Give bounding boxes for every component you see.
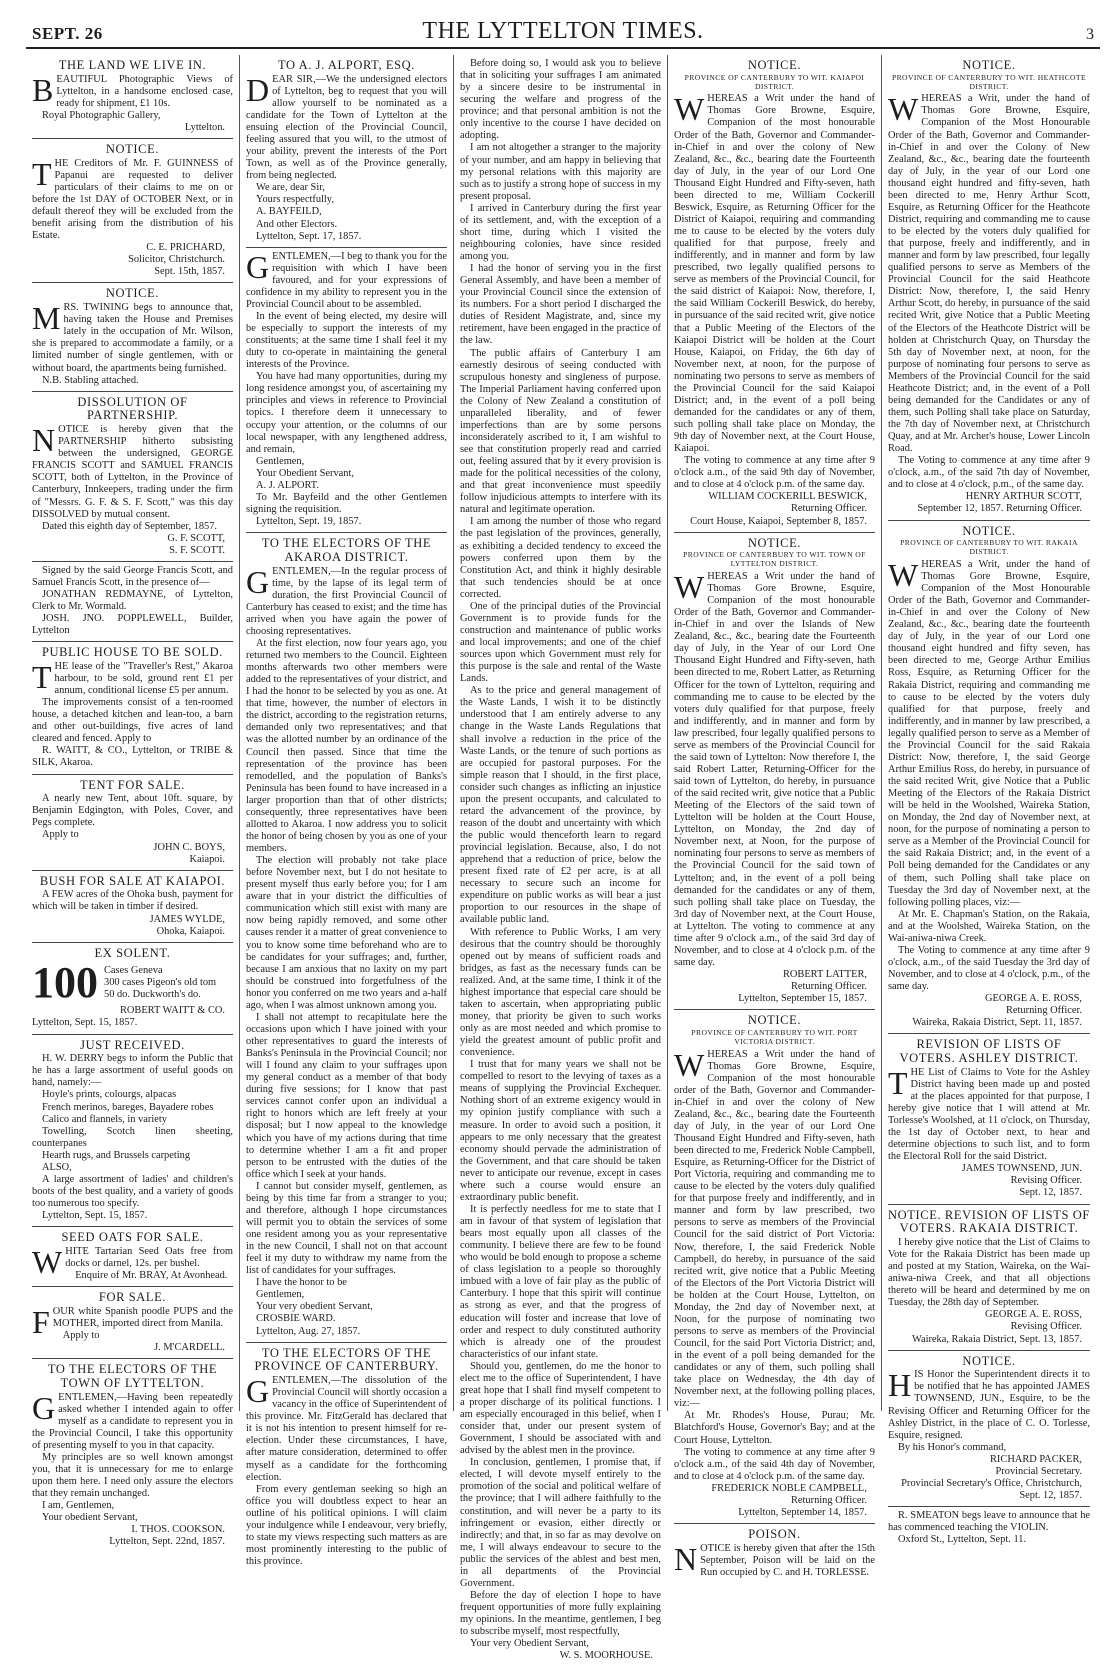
ad-heading: TO A. J. ALPORT, ESQ. <box>277 58 416 72</box>
advertisement <box>674 55 875 533</box>
ad-signature: Ohoka, Kaiapoi. <box>156 925 225 937</box>
column-5 <box>882 55 1096 1546</box>
issue-date: SEPT. 26 <box>32 24 103 43</box>
ad-signature: Provincial Secretary. <box>995 1465 1082 1477</box>
ad-signature: Lyttelton, September 14, 1857. <box>738 1506 867 1518</box>
ad-heading: NOTICE. <box>962 1353 1016 1368</box>
ad-paragraph: You have had many opportunities, during my long residence amongst you, of ascertaining my principles and views in reference to Provincial topics. I therefore deem it unnecessary to occupy your attention, or the columns of our local newspaper, with any lengthened address, and remain, <box>246 371 447 455</box>
ad-subheading: PROVINCE OF CANTERBURY TO WIT. HEATHCOTE DISTRICT. <box>891 72 1087 91</box>
ad-subheading: PROVINCE OF CANTERBURY TO WIT. KAIAPOI DISTRICT. <box>684 72 865 91</box>
ad-paragraph: The public affairs of Canterbury I am earnestly desirous of seeing conducted with scrupulous honesty and singleness of purpose. The Imperial Parliament having conferred upon the Colony of New Zealand a constitution of unparalleled liberality, and of fewer imperfections than are by some persons inconsiderately ascribed to it, I am wishful to see that constitution properly read and carried out, feeling assured that by it every provision is made for the political necessities of the colony, and that great inconvenience must speedily follow injudicious attempts to interfere with its natural and legitimate operation. <box>460 347 661 516</box>
ad-signature: Returning Officer. <box>1006 1005 1082 1017</box>
ad-paragraph: I trust that for many years we shall not be compelled to resort to the levying of taxes as a means of supplying the Provincial Exchequer. Nothing short of an extreme exigency would in my opinion justify compliance with such a measure. In order to avoid such a position, it appears to me only necessary that the greatest economy should pervade the administration of the Government, and that care should be taken never to anticipate our revenue, except in cases where such a course would ensure an extraordinary public benefit. <box>460 1059 661 1203</box>
ad-paragraph: In conclusion, gentlemen, I promise that, if elected, I will devote myself entirely to the promotion of the social and political welfare of the province; that I will adhere faithfully to the constitution, and will never be a party to its infringement or evasion, either directly or indirectly; and that, in so far as may devolve on me, I will always endeavour to secure to the public the services of the ablest and best men, in all departments of the Provincial Government. <box>460 1457 661 1589</box>
ad-paragraph: Gentlemen, <box>256 1289 305 1301</box>
advertisement <box>32 1287 233 1359</box>
advertisement <box>32 562 233 642</box>
advertisement <box>32 775 233 871</box>
ad-signature: W. S. MOORHOUSE. <box>559 1650 653 1662</box>
ad-paragraph: Dated this eighth day of September, 1857. <box>42 520 218 532</box>
column-2 <box>240 55 454 1567</box>
ad-paragraph: JONATHAN REDMAYNE, of Lyttelton, Clerk to Mr. Wormald. <box>32 588 233 612</box>
ad-heading: SEED OATS FOR SALE. <box>61 1230 204 1245</box>
advertisement <box>888 55 1090 521</box>
ad-paragraph: Should you, gentlemen, do me the honor to elect me to the office of Superintendent, I have great hope that I shall find myself competent to a proper discharge of its political functions. I am especially encouraged in this belief, when I consider that, under our present system of Government, I should be associated with and advised by the ablest men in the province. <box>460 1360 661 1457</box>
ad-signature: JAMES TOWNSEND, JUN. <box>961 1163 1082 1175</box>
ad-heading: REVISION OF LISTS OF VOTERS. ASHLEY DISTRICT. <box>899 1037 1079 1066</box>
ad-paragraph: Lyttelton, Aug. 27, 1857. <box>256 1325 361 1337</box>
ad-signature: Returning Officer. <box>791 1494 867 1506</box>
ad-heading: NOTICE. <box>962 58 1016 72</box>
ad-paragraph: I cannot but consider myself, gentlemen, as being by this time far from a stranger to you; and therefore, although I hope circumstances will permit you to obtain the services of some one resident among you as your representative in the new Council, I shall not on that account feel it my duty to withdraw my name from the list of candidates for your suffrages. <box>246 1180 447 1277</box>
advertisement <box>888 1034 1090 1204</box>
advertisement <box>32 871 233 943</box>
ad-paragraph: Apply to <box>62 1329 100 1341</box>
advertisement <box>32 642 233 774</box>
ad-paragraph: Calico and flannels, in variety <box>42 1113 167 1125</box>
advertisement <box>246 55 447 248</box>
ad-paragraph: WHEREAS a Writ under the hand of Thomas Gore Browne, Esquire, Companion of the most honourable order of the Bath, Governor and Commander-in-Chief in and over the colony of New Zealand, &c., &c., bearing date the Fourteenth day of July, in the year of our Lord One Thousand Eight Hundred and Fifty-seven, hath been directed to me, Frederick Noble Campbell, Esquire, as Returning-Officer for the District of Port Victoria, requiring and commanding me to cause to be elected by the voters duly qualified for that purpose freely and indifferently, and in manner and form by law prescribed, two persons to serve as members of the Provincial Council for the said district of Port Victoria: Now, therefore, I, the said Frederick Noble Campbell, do hereby, in pursuance of the said recited writ, give notice that a Public Meeting of the Electors of the Port Victoria District will be holden at the Court House, Lyttelton, on Monday, the 2nd day of November next, at Noon, for the purpose of nominating two persons to serve as members of the Provincial Council, for the said Port Victoria District; and, in the event of a poll being demanded for the candidates or any of them, such polling shall take place on Wednesday, the 4th day of November next, at the following polling places, viz:— <box>674 1046 875 1410</box>
ad-paragraph: The voting to commence at any time after 9 o'clock a.m., of the said 9th day of November, and to close at 4 o'clock p.m. of the same day. <box>674 455 875 491</box>
ad-paragraph: A nearly new Tent, about 10ft. square, by Benjamin Edgington, with Poles, Cover, and Pegs complete. <box>32 793 233 829</box>
ad-paragraph: WHEREAS a Writ under the hand of Thomas Gore Browne, Esquire, Companion of the most honourable Order of the Bath, Governor and Commander-in-Chief in and over the Islands of New Zealand, &c., &c., bearing date the Fourteenth day of July, in the Year of our Lord One Thousand Eight Hundred and Fifty-seven, hath been directed to me, Robert Latter, as Returning Officer for the town of Lyttelton, requiring and commanding me to cause to be elected by the voters duly qualified for that purpose, freely and indifferently, and in manner and form by law prescribed, four legally qualified persons to serve as members of the Provincial Council for the said town of Lyttelton: Now therefore I, the said Robert Latter, Returning-Officer for the said town of Lyttelton, do hereby, in pursuance of the said recited writ, give notice that a Public Meeting of the Electors of the said town of Lyttelton will be holden at the Court House, Lyttelton, on Monday, the 2nd day of November next, at Noon, for the purpose of nominating four persons to serve as members of the Provincial Council for the said town of Lyttelton; and, in the event of a poll being demanded for the candidates or any of them, such polling shall take place on Tuesday, the 3rd day of November next, at the Court House, at Lyttelton. The voting to commence at any time after 9 o'clock a.m., of the said 3rd day of November, and to close at 4 o'clock p.m. of the same day. <box>674 568 875 968</box>
ad-paragraph: Before the day of election I hope to have frequent opportunities of more fully explaining my opinions. In the meantime, gentlemen, I beg to subscribe myself, most respectfully, <box>460 1589 661 1638</box>
ad-paragraph: The Voting to commence at any time after 9 o'clock, a.m., of the said 7th day of November, and to close at 4 o'clock, p.m., of the same day. <box>888 455 1090 491</box>
ad-paragraph: The voting to commence at any time after 9 o'clock a.m., of the said 4th day of November, and to close at 4 o'clock p.m. of the same day. <box>674 1446 875 1482</box>
ad-paragraph: Your very obedient Servant, <box>256 1301 373 1313</box>
advertisement <box>32 139 233 283</box>
advertisement <box>460 55 661 1666</box>
ad-subheading: PROVINCE OF CANTERBURY TO WIT. RAKAIA DISTRICT. <box>900 538 1078 557</box>
ad-paragraph: R. SMEATON begs leave to announce that he has commenced teaching the VIOLIN. <box>888 1510 1090 1534</box>
advertisement <box>674 1010 875 1524</box>
advertisement <box>32 943 233 1035</box>
ad-paragraph: Lyttelton, Sept. 15, 1857. <box>32 1017 138 1029</box>
advertisement <box>246 533 447 1343</box>
ad-heading: DISSOLUTION OF PARTNERSHIP. <box>77 394 188 423</box>
ad-paragraph: GENTLEMEN,—I beg to thank you for the requisition with which I have been favoured, and for your expressions of confidence in my ability to represent you in the Provincial Council about to be assembled. <box>246 248 447 310</box>
ad-signature: JAMES WYLDE, <box>149 913 225 925</box>
ad-paragraph: The election will probably not take place before November next, but I do not hesitate to present myself thus early before you; for I am aware that in your district the difficulties of communication which still exist with many are now being rapidly removed, and some other causes render it a matter of great convenience to you to know some time beforehand who are to be candidates for your suffrages; and, further, because I am anxious that no laxity on my part should be construed into forgetfulness of the honor you conferred on me two years and a-half ago, when I was almost unknown among you. <box>246 855 447 1011</box>
advertisement <box>32 1359 233 1552</box>
advertisement <box>888 1205 1090 1351</box>
ad-paragraph: Your very Obedient Servant, <box>470 1638 589 1650</box>
ad-paragraph: Yours respectfully, <box>256 194 334 206</box>
ad-paragraph: THE Creditors of Mr. F. GUINNESS of Papanui are requested to deliver particulars of their claims to me on or before the 1st DAY of OCTOBER Next, or in default thereof they will be excluded from the benefit arising from the distribution of his Estate. <box>32 155 233 242</box>
ad-subheading: PROVINCE OF CANTERBURY TO WIT. TOWN OF LYTTELTON DISTRICT. <box>683 550 866 569</box>
column-3 <box>454 55 668 1662</box>
ad-signature: Revising Officer. <box>1010 1321 1082 1333</box>
page-number: 3 <box>1086 26 1094 43</box>
ad-paragraph: Hoyle's prints, colourgs, alpacas <box>42 1089 177 1101</box>
ad-paragraph: Lyttelton, Sept. 15, 1857. <box>42 1210 148 1222</box>
ad-heading: NOTICE. <box>962 523 1016 538</box>
ad-paragraph: HIS Honor the Superintendent directs it to be notified that he has appointed JAMES TOWNSEND, JUN., Esquire, to be the Revising Officer and Returning Officer for the Ashley District, in the place of C. O. Torlesse, Esquire, resigned. <box>888 1367 1090 1441</box>
ad-signature: Provincial Secretary's Office, Christchurch, Sept. 12, 1857. <box>901 1477 1082 1501</box>
ad-heading: NOTICE. <box>747 1013 802 1028</box>
ad-paragraph: It is perfectly needless for me to state that I am in favour of that system of legislation that bears most equally upon all classes of the community. I believe there are few to be found who would be bold enough to propose a scheme of class legislation to a people so thoroughly imbued with a love of fair play as the public of Canterbury. I hope that this spirit will continue as strong as ever, and that the progress of education will foster and increase that love of order and respect to duly constituted authority which is already one of the proudest characteristics of our infant state. <box>460 1203 661 1360</box>
ad-paragraph: GENTLEMEN,—In the regular process of time, by the lapse of its legal term of duration, the first Provincial Council of Canterbury has ceased to exist; and the time has arrived when you have again the power of choosing representatives. <box>246 563 447 637</box>
goods-line: 50 do. Duckworth's do. <box>104 989 201 1001</box>
ad-signature: GEORGE A. E. ROSS, <box>985 1309 1082 1321</box>
ad-paragraph: A large assortment of ladies' and children's boots of the best quality, and a variety of goods too numerous too specify. <box>32 1173 233 1209</box>
columns <box>26 55 1100 1662</box>
ad-paragraph: THE List of Claims to Vote for the Ashley District having been made up and posted at the places appointed for that purpose, I hereby give notice that I will attend at Mr. Torlesse's Woolshed, at 11 o'clock, on Thursday, the 1st day of October next, to hear and determine objections to such list, and to form the Electoral Roll for the said District. <box>888 1064 1090 1163</box>
ad-paragraph: BEAUTIFUL Photographic Views of Lyttelton, in a handsome enclosed case, ready for shipment, £1 10s. <box>32 71 233 109</box>
advertisement <box>674 1524 875 1583</box>
ad-paragraph: THE lease of the "Traveller's Rest," Akaroa harbour, to be sold, ground rent £1 per annum, conditional license £5 per annum. <box>32 658 233 697</box>
advertisement <box>246 248 447 533</box>
ad-paragraph: Your Obedient Servant, <box>256 467 354 479</box>
ad-paragraph: CROSBIE WARD. <box>256 1313 336 1325</box>
ad-paragraph: DEAR SIR,—We the undersigned electors of Lyttelton, beg to request that you will allow yourself to be nominated as a candidate for the Town of Lyttelton at the ensuing election of the Provincial Council, feeling assured that you will, to the utmost of your ability, prevent the interests of the Port Town, as well as of the Province generally, from being neglected. <box>246 71 447 182</box>
ad-signature: ROBERT LATTER, <box>782 969 867 980</box>
ad-paragraph: WHITE Tartarian Seed Oats free from docks or darnel, 12s. per bushel. <box>32 1243 233 1280</box>
ad-paragraph: I hereby give notice that the List of Claims to Vote for the Rakaia District has been made up and posted at my Station, Waireka, on the Wai-aniwa-niwa Creek, and that all objections thereto will be heard and determined by me on Tuesday, the 28th day of September. <box>888 1237 1090 1309</box>
ad-signature: Lyttelton. <box>184 122 225 133</box>
ad-paragraph: Your obedient Servant, <box>42 1512 138 1524</box>
ad-paragraph: FOUR white Spanish poodle PUPS and the MOTHER, imported direct from Manila. <box>32 1303 233 1340</box>
ad-signature: Lyttelton, Sept. 22nd, 1857. <box>109 1536 225 1548</box>
ad-signature: Sept. 12, 1857. <box>1019 1187 1082 1199</box>
ad-paragraph: Apply to <box>42 829 79 841</box>
ad-heading: TO THE ELECTORS OF THE AKAROA DISTRICT. <box>261 536 432 564</box>
ad-paragraph: I am not altogether a stranger to the majority of your number, and am happy in believing that my personal relations with this majority are such as to justify a strong hope of success in my present proposal. <box>460 142 661 202</box>
ad-signature: WILLIAM COCKERILL BESWICK, <box>708 491 867 503</box>
ad-heading: FOR SALE. <box>98 1290 167 1305</box>
ad-heading: NOTICE. <box>747 535 802 550</box>
ad-paragraph: Lyttelton, Sept. 17, 1857. <box>256 230 362 242</box>
ad-paragraph: I have the honor to be <box>256 1277 347 1289</box>
ad-signature: Revising Officer. <box>1010 1175 1082 1187</box>
advertisement <box>32 392 233 562</box>
ad-paragraph: I arrived in Canterbury during the first year of its settlement, and, with the exception of a short time, during which I visited the neighbouring colonies, have since resided among you. <box>460 202 661 262</box>
ad-paragraph: Gentlemen, <box>256 455 305 467</box>
ad-paragraph: N.B. Stabling attached. <box>42 374 139 386</box>
ad-paragraph: At Mr. E. Chapman's Station, on the Rakaia, and at the Woolshed, Waireka Station, on the Wai-aniwa-niwa Creek. <box>888 908 1090 944</box>
ad-signature: Waireka, Rakaia District, Sept. 13, 1857. <box>912 1333 1082 1345</box>
ad-paragraph: A FEW acres of the Ohoka bush, payment for which will be taken in timber if desired. <box>32 889 233 913</box>
ad-paragraph: At Mr. Rhodes's House, Purau; Mr. Blatchford's House, Governor's Bay; and at the Court House, Lyttelton. <box>674 1410 875 1446</box>
ad-heading: TO THE ELECTORS OF THE PROVINCE OF CANTERBURY. <box>254 1345 439 1374</box>
ad-signature: Returning Officer. <box>791 981 867 993</box>
ad-signature: JOHN C. BOYS, <box>153 841 225 853</box>
ad-paragraph: WHEREAS a Writ under the hand of Thomas Gore Browne, Esquire, Companion of the most honourable Order of the Bath, Governor and Commander-in-Chief in and over the colony of New Zealand, &c., &c., bearing date the Fourteenth day of July, in the year of our Lord One Thousand Eight Hundred and Fifty-seven, hath been directed to me, William Cockerill Beswick, Esquire, as Returning Officer for the District of Kaiapoi, requiring and commanding me to cause to be elected by the voters duly qualified for that purpose, freely and indifferently, and in manner and form by law prescribed, two legally qualified persons to serve as members of the Provincial Council, for the said district of Kaiapoi: Now, therefore, I, the said William Cockerill Beswick, do hereby, in pursuance of the said recited writ, give notice that a Public Meeting of the Electors of the Kaiapoi District will be holden at the Court House, Kaiapoi, on Friday, the 6th day of November next, at noon, for the purpose of nominating two persons to serve as members of the Provincial Council for the said Kaiapoi District; and, in the event of a poll being demanded for the candidates or any of them, such polling shall take place on Monday, the 9th day of November next, at the Court House, Kaiapoi. <box>674 91 875 455</box>
ad-paragraph: MRS. TWINING begs to announce that, having taken the House and Premises lately in the occupation of Mr. Wilson, she is prepared to accommodate a family, or a limited number of single gentlemen, with or without board, the apartments being furnished. <box>32 300 233 374</box>
ad-paragraph: My principles are so well known amongst you, that it is unnecessary for me to enlarge upon them here. I need only assure the electors that they remain unchanged. <box>32 1451 233 1500</box>
masthead <box>26 14 1100 49</box>
advertisement <box>32 1035 233 1228</box>
advertisement <box>32 55 233 139</box>
ad-paragraph: With reference to Public Works, I am very desirous that the country should be thoroughly opened out by means of sufficient roads and bridges, as fast as the necessary funds can be realized. And, at the same time, I think it of the highest importance that especial care should be taken to ascertain, when appropriating public money, that priority be given to such works only as are most needed and which promise to yield the greatest amount of public profit and convenience. <box>460 926 661 1059</box>
ad-paragraph: GENTLEMEN,—The dissolution of the Provincial Council will shortly occasion a vacancy in the office of Superintendent of this province. Mr. FitzGerald has declared that it is not his intention to present himself for re-election. Under these circumstances, I have, after mature consideration, determined to offer myself as a candidate for the forthcoming election. <box>246 1373 447 1483</box>
ad-paragraph: To Mr. Bayfeild and the other Gentlemen signing the requisition. <box>246 491 447 515</box>
ad-paragraph: WHEREAS a Writ, under the hand of Thomas Gore Browne, Esquire, Companion of the Most Honourable Order of the Bath, Governor and Commander-in-Chief in and over the Colony of New Zealand, &c., &c., bearing date the fourteenth day of July, in the year of our Lord one thousand eight hundred and fifty seven, has been directed to me, George Arthur Emilius Ross, Esquire, as Returning Officer for the Rakaia District, requiring and commanding me to cause to be elected by the voters duly qualified for that purpose, freely and indifferently, and in manner by law prescribed, a legally qualified person to serve as a Member of the Provincial Council for the said Rakaia District: Now, therefore, I, the said George Arthur Emilius Ross, do hereby, in pursuance of the said recited Writ, give Notice that a Public Meeting of the Electors of the Rakaia District will be held in the Woolshed, Waireka Station, on Monday, the 2nd day of November next, at noon, for the purpose of nominating a person to serve as a Member of the Provincial Council for the said Rakaia District; and, in the event of a Poll being demanded for the Candidates or any of them, such Polling shall take place on Tuesday the 3rd day of November next, at the following polling places, viz:— <box>888 556 1090 908</box>
ad-signature: Returning Officer. <box>791 503 867 515</box>
ad-paragraph: By his Honor's command, <box>898 1441 1007 1453</box>
ad-signature: Solicitor, Christchurch. <box>128 254 225 266</box>
ad-signature: Kaiapoi. <box>189 853 225 865</box>
newspaper-title: THE LYTTELTON TIMES. <box>422 18 704 44</box>
advertisement <box>674 533 875 1011</box>
ad-paragraph: One of the principal duties of the Provincial Government is to provide funds for the construction and maintenance of public works and local improvements; and one of the chief sources upon which Government must rely for this purpose is the sale and rental of the Waste Lands. <box>460 600 661 685</box>
ad-signature: G. F. SCOTT, <box>167 532 225 544</box>
ad-heading: NOTICE. REVISION OF LISTS OF VOTERS. RAKAIA DISTRICT. <box>888 1207 1090 1236</box>
ad-paragraph: Towelling, Scotch linen sheeting, counterpanes <box>32 1125 233 1149</box>
ad-paragraph: NOTICE is hereby given that the PARTNERSHIP hitherto subsisting between the undersigned, GEORGE FRANCIS SCOTT and SAMUEL FRANCIS SCOTT, both of Lyttelton, in the Province of Canterbury, Innkeepers, trading under the firm of "Messrs. G. F. & S. F. Scott," was this day DISSOLVED by mutual consent. <box>32 422 233 520</box>
ad-paragraph: In the event of being elected, my desire will be especially to support the interests of my constituents; at the same time I shall feel it my duty to co-operate in maintaining the general interests of the Province. <box>246 310 447 371</box>
ad-paragraph: A. BAYFEILD, <box>256 206 322 218</box>
ad-paragraph: Enquire of Mr. BRAY, At Avonhead. <box>75 1270 228 1281</box>
ad-paragraph: I am, Gentlemen, <box>42 1500 115 1512</box>
ad-signature: September 12, 1857. Returning Officer. <box>917 503 1082 515</box>
ad-paragraph: From every gentleman seeking so high an office you will doubtless expect to hear an outline of his political opinions. I will claim your indulgence while I endeavour, very briefly, to state my views respecting such matters as are most prominently interesting to the public of this province. <box>246 1483 447 1567</box>
ad-heading: NOTICE. <box>747 58 802 72</box>
ad-paragraph: French merinos, bareges, Bayadere robes <box>42 1101 214 1113</box>
ad-paragraph: A. J. ALPORT. <box>256 479 319 491</box>
ad-signature: Lyttelton, September 15, 1857. <box>738 993 867 1005</box>
ad-heading: NOTICE. <box>105 142 160 157</box>
ad-paragraph: I shall not attempt to recapitulate here the occasions upon which I have joined with your other representatives to guard the interests of Banks's Peninsula in the Provincial Council; nor will I found any claim to your suffrages upon my general conduct as a member of that body during five sessions; for I know that past services cannot confer upon an individual a right to honors which are left freely at your disposal; but I now appeal to the knowledge which you have of my actions during that time to determine whether I am a fit and proper person to be entrusted with the duties of the office which I seek at your hands. <box>246 1011 448 1180</box>
ad-subheading: PROVINCE OF CANTERBURY TO WIT. PORT VICTORIA DISTRICT. <box>691 1027 858 1046</box>
ad-paragraph: The Voting to commence at any time after 9 o'clock, a.m., of the said Tuesday the 3rd day of November, and to close at 4 o'clock, p.m., of the same day. <box>888 944 1090 993</box>
ad-heading: POISON. <box>748 1526 801 1541</box>
ad-paragraph: GENTLEMEN,—Having been repeatedly asked whether I intended again to offer myself as a candidate to represent you in the Provincial Council, I take this opportunity of presenting myself to you in that capacity. <box>32 1389 233 1451</box>
ad-paragraph: JOSH. JNO. POPPLEWELL, Builder, Lyttelton <box>32 613 233 637</box>
ad-signature: J. M'CARDELL. <box>154 1342 225 1353</box>
ad-paragraph: WHEREAS a Writ, under the hand of Thomas Gore Browne, Esquire, Companion of the Most Honourable Order of the Bath, Governor and Commander-in-Chief in and over the Colony of New Zealand, &c., &c., bearing date the fourteenth day of July, in the year of our Lord one thousand eight hundred and fifty-seven, hath been directed to me, Henry Arthur Scott, Esquire, as Returning Officer for the Heathcote District, requiring and commanding me to cause to be elected by the voters duly qualified for that purpose, freely and indifferently, and in manner and form by law prescribed, four legally qualified persons to serve as Members of the Provincial Council for the said Heathcote District: Now, therefore, I, the said Henry Arthur Scott, do hereby, in pursuance of the said recited Writ, give Notice that a Public Meeting of the Electors of the Heathcote District will be holden at Christchurch Quay, on Thursday the 5th day of November next, at noon, for the purpose of nominating four persons to serve as Members of the Provincial Council for the said Heathcote District; and, in the event of a Poll being demanded for the Candidates or any of them, such Polling shall take place on Saturday, the 7th day of November next, at Christchurch Quay, and at Mr. Archer's house, Lower Lincoln Road. <box>888 91 1090 455</box>
ad-heading: PUBLIC HOUSE TO BE SOLD. <box>42 645 223 660</box>
ad-heading: JUST RECEIVED. <box>80 1037 185 1052</box>
ad-signature: FREDERICK NOBLE CAMPBELL, <box>711 1482 867 1494</box>
ad-signature: Waireka, Rakaia District, Sept. 11, 1857. <box>912 1017 1082 1029</box>
ad-paragraph: NOTICE is hereby given that after the 15th September, Poison will be laid on the Run occupied by C. and H. TORLESSE. <box>674 1540 875 1578</box>
ad-paragraph: R. WAITT, & CO., Lyttelton, or TRIBE & SILK, Akaroa. <box>32 745 233 769</box>
advertisement <box>888 1351 1090 1507</box>
advertisement <box>32 283 233 391</box>
ad-heading: BUSH FOR SALE AT KAIAPOI. <box>39 873 226 888</box>
ad-signature: C. E. PRICHARD, <box>146 242 225 254</box>
ad-paragraph: Lyttelton, Sept. 19, 1857. <box>256 516 362 527</box>
ad-paragraph: Oxford St., Lyttelton, Sept. 11. <box>898 1534 1027 1546</box>
ad-heading: THE LAND WE LIVE IN. <box>58 58 207 72</box>
ad-signature: Sept. 15th, 1857. <box>154 266 225 278</box>
goods-list <box>104 965 216 1001</box>
ad-paragraph: Royal Photographic Gallery, <box>42 109 161 121</box>
ad-paragraph: Signed by the said George Francis Scott, and Samuel Francis Scott, in the presence of— <box>32 564 233 588</box>
ad-paragraph: We are, dear Sir, <box>256 182 325 194</box>
ad-signature: HENRY ARTHUR SCOTT, <box>965 491 1082 503</box>
ad-signature: Court House, Kaiapoi, September 8, 1857. <box>690 515 867 527</box>
advertisement <box>246 1343 447 1573</box>
ad-paragraph: As to the price and general management of the Waste Lands, I wish it to be distinctly understood that I am entirely adverse to any change in the Waste Lands Regulations that shall involve a reduction in the price of the Waste Lands, or the tenure of such portions as are occupied for pastoral purposes. For the simple reason that I should, in the first place, consider such changes as inflicting an injustice upon the present occupants, and calculated to retard the advancement of the province, by reason of the doubt and uncertainty with which the public would thenceforth learn to regard provincial legislation. Because, also, I do not apprehend that a reduction of price, below the present fixed rate of £2 per acre, is at all necessary to secure such an income for expenditure on public works as will bear a just proportion to our resources in the shape of available public land. <box>460 685 661 926</box>
column-4 <box>668 55 882 1578</box>
ad-paragraph: H. W. DERRY begs to inform the Public that he has a large assortment of useful goods on hand, namely:— <box>32 1053 233 1089</box>
ad-paragraph: ROBERT WAITT & CO. <box>119 1005 225 1017</box>
advertisement <box>888 1507 1090 1550</box>
ad-paragraph: ALSO, <box>42 1161 72 1173</box>
goods-line: Cases Geneva <box>104 965 163 977</box>
goods-line: 300 cases Pigeon's old tom <box>104 977 217 989</box>
ad-signature: RICHARD PACKER, <box>990 1453 1082 1465</box>
ad-signature: S. F. SCOTT. <box>169 544 225 556</box>
column-1 <box>26 55 240 1548</box>
ad-paragraph: I am among the number of those who regard the past legislation of the provinces, generally, as exhibiting a decided tendency to exceed the powers conferred upon them by the Constitution Act, and think it highly desirable that such tendencies should be at once corrected. <box>460 516 661 600</box>
ad-paragraph: At the first election, now four years ago, you returned two members to the Council. Eighteen months afterwards two other members were added to the representatives of your district, and I had the honor to be selected by you as one. At that time, however, the number of electors in the district, according to the registration returns, demanded only two representatives; and that was the allotted number by an ordinance of the Council then passed. Since that time the representation of the province has been remodelled, and the population of Banks's Peninsula has been found to have increased in a larger proportion than that of other districts; consequently, three representatives have been allotted to Akaroa. I now address you to solicit the honor of being chosen by you as one of your members. <box>246 637 447 854</box>
ad-paragraph: The improvements consist of a ten-roomed house, a detached kitchen and lean-too, a barn and other out-buildings, five acres of land cleared and fenced. Apply to <box>32 697 233 745</box>
ad-paragraph: Hearth rugs, and Brussels carpeting <box>42 1149 191 1161</box>
ad-heading: NOTICE. <box>105 286 160 301</box>
advertisement <box>32 1227 233 1287</box>
ad-signature: I. THOS. COOKSON. <box>131 1524 225 1536</box>
ad-paragraph: Before doing so, I would ask you to believe that in soliciting your suffrages I am animated by a sincere desire to be instrumental in securing the welfare and progress of the province; and that personal ambition is not the only incentive to the course I have decided on adopting. <box>460 58 661 142</box>
ad-paragraph: And other Electors. <box>256 218 338 230</box>
ad-heading: TO THE ELECTORS OF THE TOWN OF LYTTELTON. <box>47 1362 218 1390</box>
ad-heading: TENT FOR SALE. <box>79 777 186 792</box>
ad-paragraph: I had the honor of serving you in the first General Assembly, and have been a member of your Provincial Council since the extension of its numbers. For a short period I discharged the duties of Resident Magistrate, and, since my retirement, have been engaged in the practice of the law. <box>460 263 661 347</box>
ad-signature: GEORGE A. E. ROSS, <box>985 993 1082 1005</box>
ad-heading: EX SOLENT. <box>94 945 171 960</box>
large-number-row <box>32 958 233 1008</box>
large-number: 100 <box>32 958 98 1008</box>
advertisement <box>888 521 1090 1035</box>
